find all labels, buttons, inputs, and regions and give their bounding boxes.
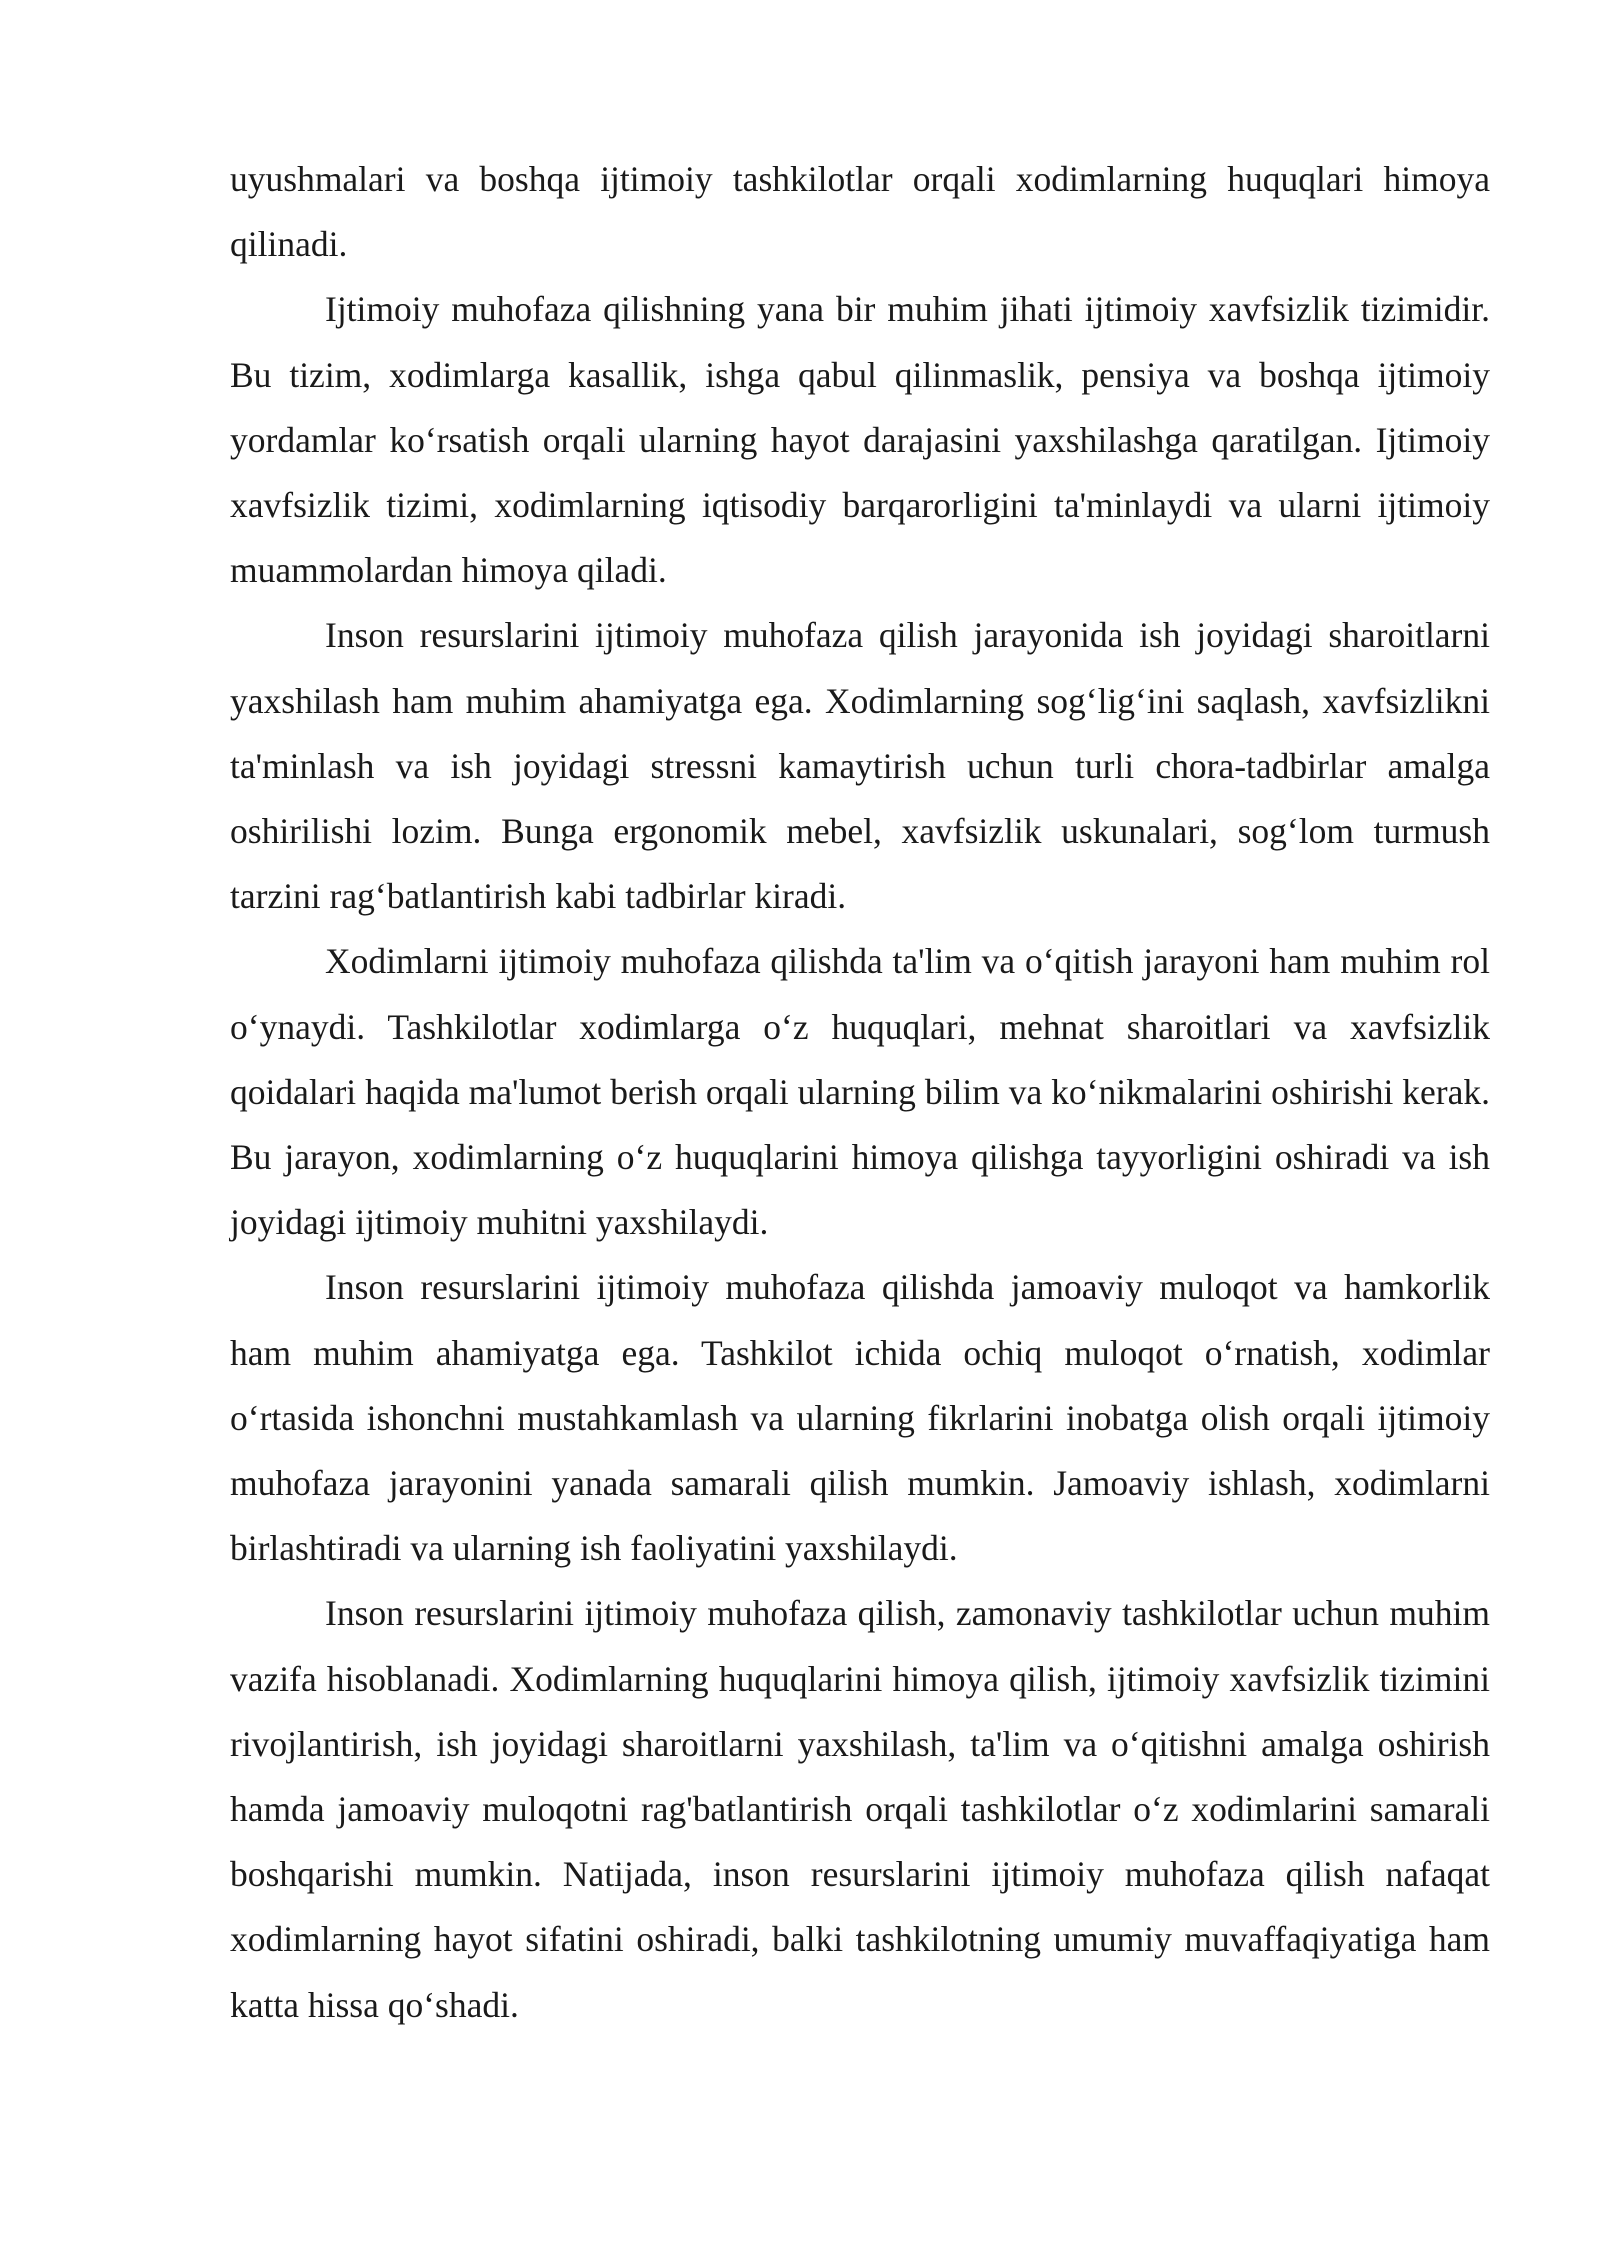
paragraph-social-security: Ijtimoiy muhofaza qilishning yana bir muhim jihati ijtimoiy xavfsizlik tizimidir. Bu tizim, xodimlarga kasallik, ishga qabul qilinmaslik, pensiya va boshqa ijtimoiy yordamlar ko‘rsatish orqali ularning hayot darajasini yaxshilashga qaratilgan. Ijtimoiy xavfsizlik tizimi, xodimlarning iqtisodiy barqarorligini ta'minlaydi va ularni ijtimoiy muammolardan himoya qiladi.	[230, 289, 1490, 591]
paragraph-workplace-conditions: Inson resurslarini ijtimoiy muhofaza qilish jarayonida ish joyidagi sharoitlarni yaxshilash ham muhim ahamiyatga ega. Xodimlarning sog‘lig‘ini saqlash, xavfsizlikni ta'minlash va ish joyidagi stressni kamaytirish uchun turli chora-tadbirlar amalga oshirilishi lozim. Bunga ergonomik mebel, xavfsizlik uskunalari, sog‘lom turmush tarzini rag‘batlantirish kabi tadbirlar kiradi.	[230, 615, 1490, 917]
paragraph-conclusion: Inson resurslarini ijtimoiy muhofaza qilish, zamonaviy tashkilotlar uchun muhim vazifa hisoblanadi. Xodimlarning huquqlarini himoya qilish, ijtimoiy xavfsizlik tizimini rivojlantirish, ish joyidagi sharoitlarni yaxshilash, ta'lim va o‘qitishni amalga oshirish hamda jamoaviy muloqotni rag'batlantirish orqali tashkilotlar o‘z xodimlarini samarali boshqarishi mumkin. Natijada, inson resurslarini ijtimoiy muhofaza qilish nafaqat xodimlarning hayot sifatini oshiradi, balki tashkilotning umumiy muvaffaqiyatiga ham katta hissa qo‘shadi.	[230, 1593, 1490, 2025]
paragraph-collective-communication: Inson resurslarini ijtimoiy muhofaza qilishda jamoaviy muloqot va hamkorlik ham muhim ahamiyatga ega. Tashkilot ichida ochiq muloqot o‘rnatish, xodimlar o‘rtasida ishonchni mustahkamlash va ularning fikrlarini inobatga olish orqali ijtimoiy muhofaza jarayonini yanada samarali qilish mumkin. Jamoaviy ishlash, xodimlarni birlashtiradi va ularning ish faoliyatini yaxshilaydi.	[230, 1267, 1490, 1569]
paragraph-education-training: Xodimlarni ijtimoiy muhofaza qilishda ta'lim va o‘qitish jarayoni ham muhim rol o‘ynaydi. Tashkilotlar xodimlarga o‘z huquqlari, mehnat sharoitlari va xavfsizlik qoidalari haqida ma'lumot berish orqali ularning bilim va ko‘nikmalarini oshirishi kerak. Bu jarayon, xodimlarning o‘z huquqlarini himoya qilishga tayyorligini oshiradi va ish joyidagi ijtimoiy muhitni yaxshilaydi.	[230, 941, 1490, 1243]
body-text	[230, 147, 1490, 2038]
paragraph-continuation: uyushmalari va boshqa ijtimoiy tashkilotlar orqali xodimlarning huquqlari himoya qilinadi.	[230, 159, 1490, 265]
